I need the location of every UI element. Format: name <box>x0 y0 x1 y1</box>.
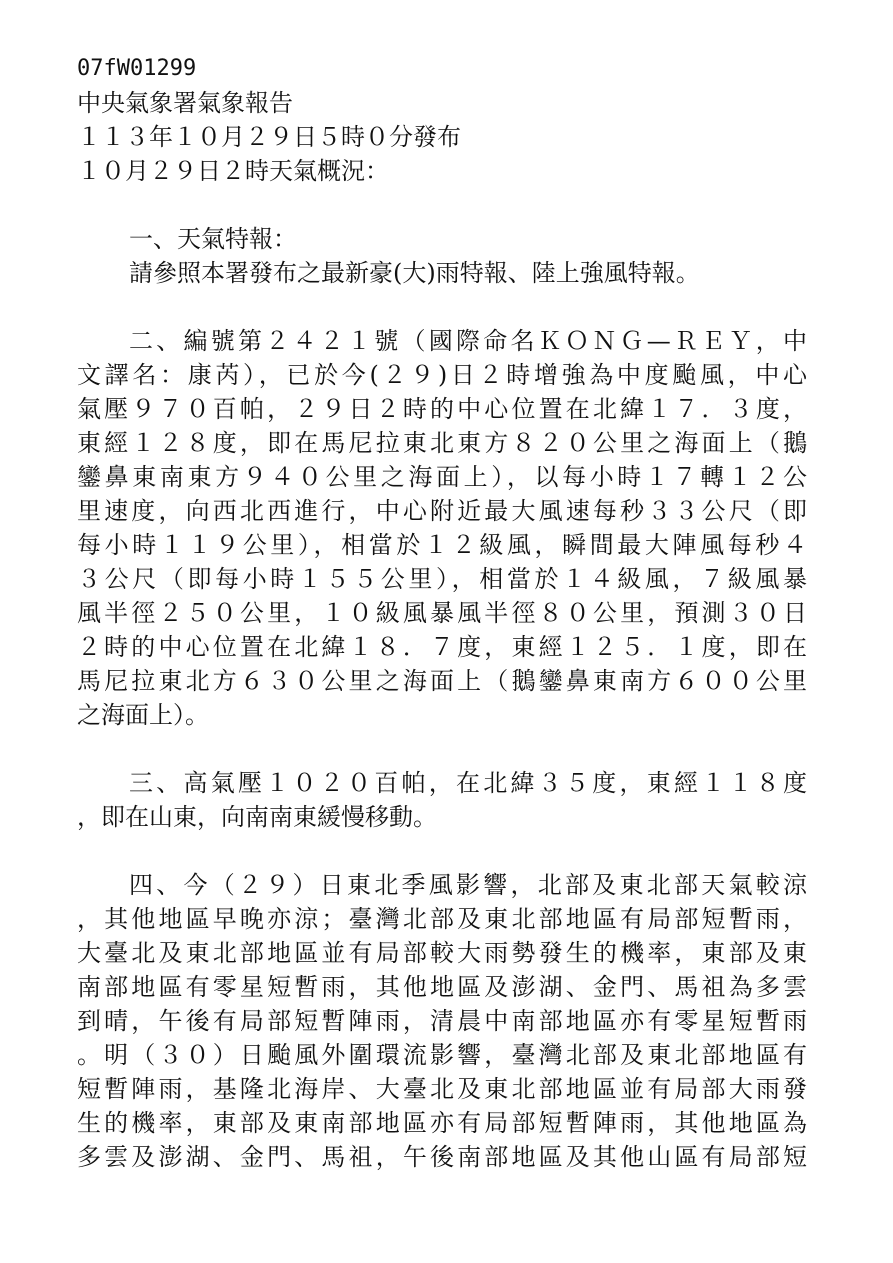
section4-line: 生的機率，東部及東南部地區亦有局部短暫陣雨，其他地區為 <box>77 1109 807 1137</box>
agency-title: 中央氣象署氣象報告 <box>77 89 293 117</box>
section4-line: 南部地區有零星短暫雨，其他地區及澎湖、金門、馬祖為多雲 <box>77 973 807 1001</box>
section2-line: 風半徑２５０公里，１０級風暴風半徑８０公里，預測３０日 <box>77 599 807 627</box>
section2-typhoon <box>77 324 807 732</box>
section4-line: ，其他地區早晚亦涼；臺灣北部及東北部地區有局部短暫雨， <box>77 905 807 933</box>
issue-time: １１３年１０月２９日５時０分發布 <box>77 123 461 151</box>
section4-line: 四、今（２９）日東北季風影響，北部及東北部天氣較涼 <box>129 871 807 899</box>
section4-line: 到晴，午後有局部短暫陣雨，清晨中南部地區亦有零星短暫雨 <box>77 1007 807 1035</box>
section2-line: 每小時１１９公里），相當於１２級風，瞬間最大陣風每秒４ <box>77 531 807 559</box>
overview-heading: １０月２９日２時天氣概況： <box>77 157 389 185</box>
section1-text: 請參照本署發布之最新豪(大)雨特報、陸上強風特報。 <box>129 259 700 287</box>
section2-line: 馬尼拉東北方６３０公里之海面上（鵝鑾鼻東南方６００公里 <box>77 667 807 695</box>
weather-report-document <box>77 52 807 1174</box>
section2-line: ３公尺（即每小時１５５公里），相當於１４級風，７級風暴 <box>77 565 807 593</box>
section3-high-pressure <box>77 766 807 834</box>
document-id: 07fW01299 <box>77 56 197 81</box>
section4-line: 多雲及澎湖、金門、馬祖，午後南部地區及其他山區有局部短 <box>77 1143 807 1171</box>
section2-line: 里速度，向西北西進行，中心附近最大風速每秒３３公尺（即 <box>77 497 807 525</box>
section2-line: 鑾鼻東南東方９４０公里之海面上），以每小時１７轉１２公 <box>77 463 807 491</box>
section2-line: 文譯名：康芮），已於今(２９)日２時增強為中度颱風，中心 <box>77 361 807 389</box>
spacer <box>77 188 807 222</box>
section2-line: 東經１２８度，即在馬尼拉東北東方８２０公里之海面上（鵝 <box>77 429 807 457</box>
section3-line: 三、高氣壓１０２０百帕，在北緯３５度，東經１１８度 <box>129 769 807 797</box>
section3-line: ，即在山東，向南南東緩慢移動。 <box>77 803 437 831</box>
spacer <box>77 290 807 324</box>
section2-line: ２時的中心位置在北緯１８．７度，東經１２５．１度，即在 <box>77 633 807 661</box>
spacer <box>77 732 807 766</box>
section4-line: 短暫陣雨，基隆北海岸、大臺北及東北部地區並有局部大雨發 <box>77 1075 807 1103</box>
spacer <box>77 834 807 868</box>
section2-line: 二、編號第２４２１號（國際命名ＫＯＮＧ—ＲＥＹ，中 <box>129 327 807 355</box>
section2-line: 氣壓９７０百帕，２９日２時的中心位置在北緯１７．３度， <box>77 395 807 423</box>
section1-heading: 一、天氣特報： <box>129 225 297 253</box>
section2-line: 之海面上）。 <box>77 701 209 729</box>
section4-line: 大臺北及東北部地區並有局部較大雨勢發生的機率，東部及東 <box>77 939 807 967</box>
section4-forecast <box>77 868 807 1174</box>
section4-line: 。明（３０）日颱風外圍環流影響，臺灣北部及東北部地區有 <box>77 1041 807 1069</box>
